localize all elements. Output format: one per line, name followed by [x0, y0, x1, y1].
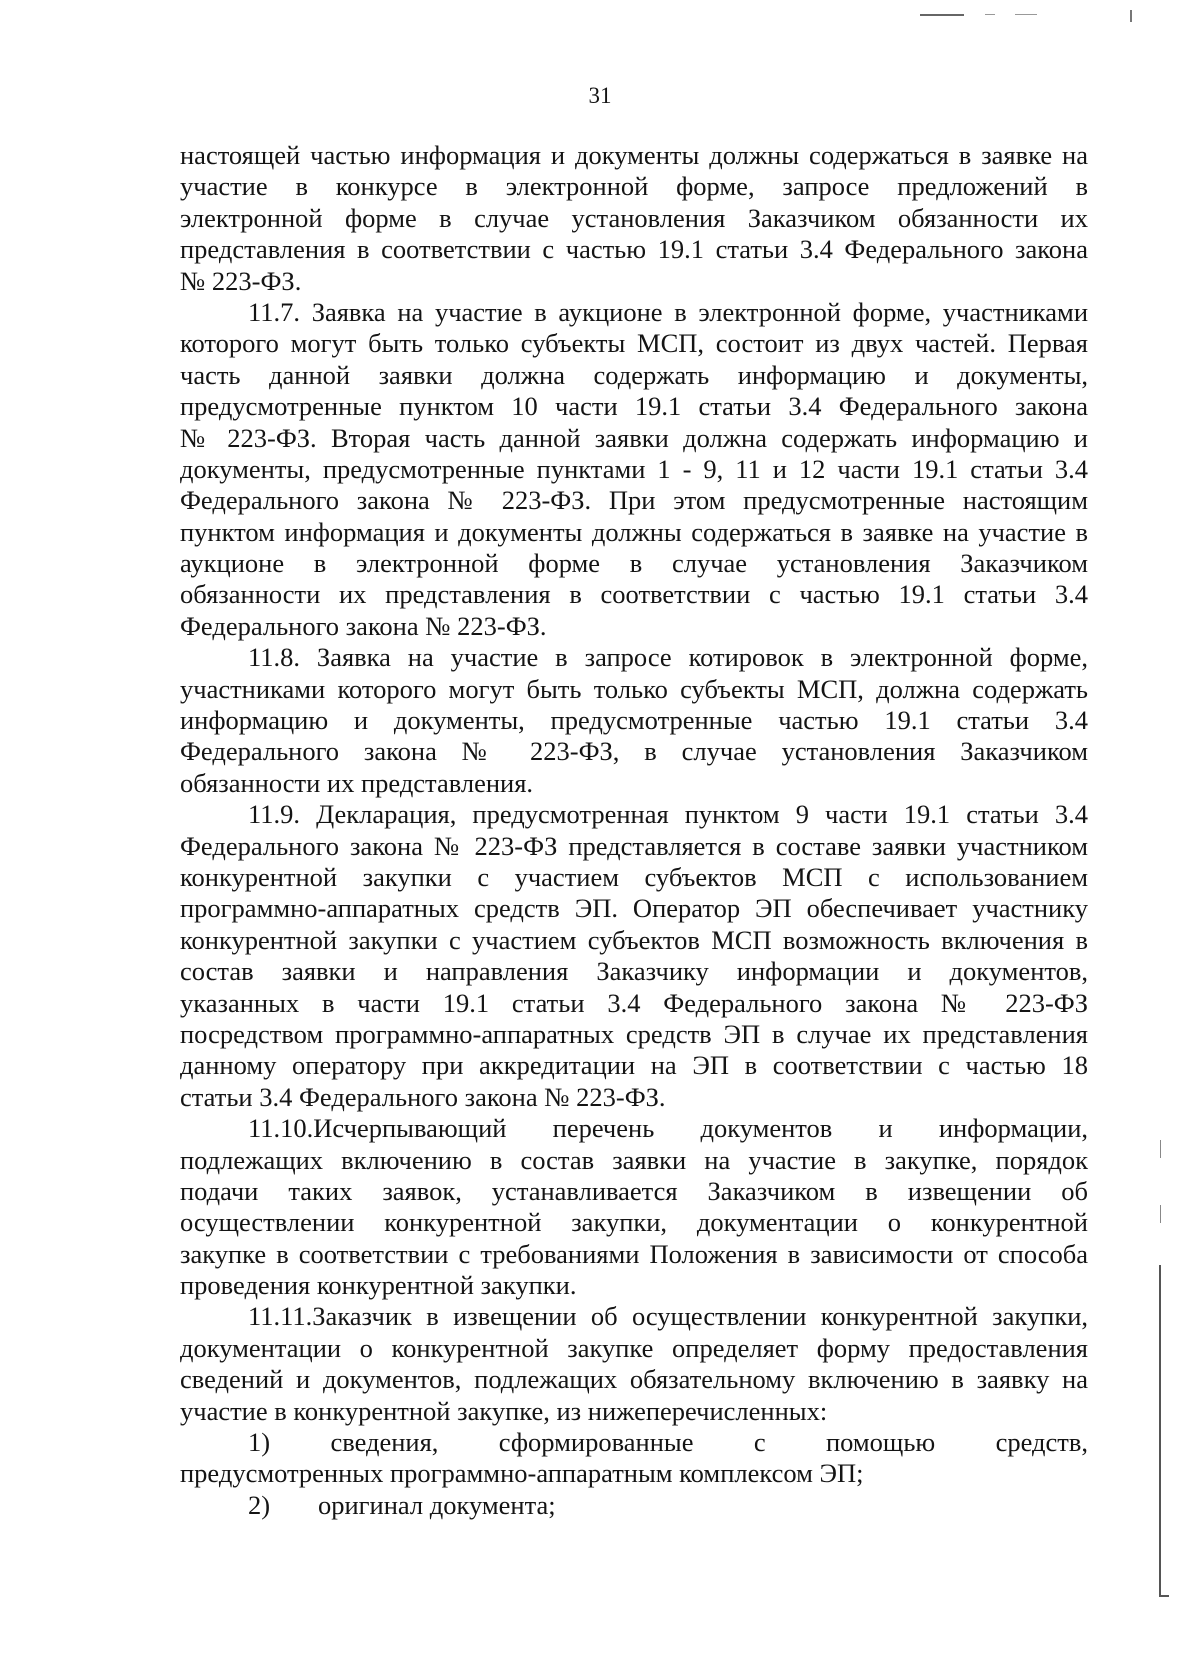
text-line: 1) сведения, сформированные с помощью средств,: [248, 1427, 1088, 1458]
text-line: Федерального закона № 223-ФЗ. При этом предусмотренные настоящим: [180, 485, 1088, 516]
scan-mark: [1130, 10, 1132, 22]
text-line: конкурентной закупки с участием субъектов МСП возможность включения в: [180, 924, 1088, 955]
text-line: № 223-ФЗ. Вторая часть данной заявки должна содержать информацию и: [180, 422, 1088, 453]
scan-mark: [1015, 14, 1037, 15]
text-line: подачи таких заявок, устанавливается Заказчиком в извещении об: [180, 1175, 1088, 1206]
scan-border-line: [1159, 1595, 1169, 1597]
page-number: 31: [588, 83, 612, 108]
text-line: обязанности их представления в соответствии с частью 19.1 статьи 3.4: [180, 579, 1088, 610]
paragraph-11-7: [180, 297, 1088, 642]
text-line: осуществлении конкурентной закупки, документации о конкурентной: [180, 1207, 1088, 1238]
text-line: которого могут быть только субъекты МСП, состоит из двух частей. Первая: [180, 328, 1088, 359]
text-line: Федерального закона № 223-ФЗ представляется в составе заявки участником: [180, 830, 1088, 861]
paragraph-11-11: [180, 1301, 1088, 1427]
text-line: проведения конкурентной закупки.: [180, 1270, 577, 1301]
text-line: закупке в соответствии с требованиями Положения в зависимости от способа: [180, 1238, 1088, 1269]
text-line: 11.10.Исчерпывающий перечень документов и информации,: [248, 1113, 1088, 1144]
scan-mark: [1160, 1140, 1161, 1158]
text-line: обязанности их представления.: [180, 767, 534, 798]
document-body: [180, 140, 1088, 1521]
paragraph-11-10: [180, 1113, 1088, 1301]
text-line: программно-аппаратных средств ЭП. Оператор ЭП обеспечивает участнику: [180, 893, 1088, 924]
text-line: участниками которого могут быть только субъекты МСП, должна содержать: [180, 673, 1088, 704]
paragraph-continuation: [180, 140, 1088, 297]
text-line: документации о конкурентной закупке определяет форму предоставления: [180, 1332, 1088, 1363]
text-line: подлежащих включению в состав заявки на участие в закупке, порядок: [180, 1144, 1088, 1175]
text-line: электронной форме в случае установления Заказчиком обязанности их: [180, 202, 1088, 233]
text-line: № 223-ФЗ.: [180, 265, 302, 296]
list-item: [180, 1490, 1088, 1521]
text-line: 11.9. Декларация, предусмотренная пунктом 9 части 19.1 статьи 3.4: [248, 799, 1088, 830]
text-line: документы, предусмотренные пунктами 1 - 9, 11 и 12 части 19.1 статьи 3.4: [180, 453, 1088, 484]
list-item: [180, 1427, 1088, 1490]
text-line: предусмотренных программно-аппаратным комплексом ЭП;: [180, 1458, 864, 1489]
scan-mark: [920, 14, 964, 16]
text-line: участие в конкурентной закупке, из нижеперечисленных:: [180, 1395, 828, 1426]
text-line: указанных в части 19.1 статьи 3.4 Федерального закона № 223-ФЗ: [180, 987, 1088, 1018]
text-line: Федерального закона № 223-ФЗ, в случае установления Заказчиком: [180, 736, 1088, 767]
paragraph-11-8: [180, 642, 1088, 799]
text-line: конкурентной закупки с участием субъектов МСП с использованием: [180, 861, 1088, 892]
text-line: 11.7. Заявка на участие в аукционе в электронной форме, участниками: [248, 296, 1088, 327]
text-line: часть данной заявки должна содержать информацию и документы,: [180, 359, 1088, 390]
text-line: пунктом информация и документы должны содержаться в заявке на участие в: [180, 516, 1088, 547]
text-line: состав заявки и направления Заказчику информации и документов,: [180, 956, 1088, 987]
scan-mark: [1160, 1205, 1161, 1223]
text-line: Федерального закона № 223-ФЗ.: [180, 610, 547, 641]
text-line: настоящей частью информация и документы должны содержаться в заявке на: [180, 140, 1088, 170]
text-line: статьи 3.4 Федерального закона № 223-ФЗ.: [180, 1081, 666, 1112]
text-line: [180, 1490, 1088, 1521]
paragraph-11-9: [180, 799, 1088, 1113]
list-item-number: 2): [248, 1489, 271, 1520]
text-line: сведений и документов, подлежащих обязательному включению в заявку на: [180, 1364, 1088, 1395]
text-line: 11.11.Заказчик в извещении об осуществлении конкурентной закупки,: [248, 1301, 1088, 1332]
text-line: предусмотренные пунктом 10 части 19.1 статьи 3.4 Федерального закона: [180, 391, 1088, 422]
text-line: 11.8. Заявка на участие в запросе котировок в электронной форме,: [248, 642, 1088, 673]
text-line: посредством программно-аппаратных средств ЭП в случае их представления: [180, 1018, 1088, 1049]
text-line: данному оператору при аккредитации на ЭП в соответствии с частью 18: [180, 1050, 1088, 1081]
text-line: представления в соответствии с частью 19.1 статьи 3.4 Федерального закона: [180, 234, 1088, 265]
scan-border-line: [1159, 1265, 1161, 1595]
text-line: участие в конкурсе в электронной форме, запросе предложений в: [180, 171, 1088, 202]
text-line: аукционе в электронной форме в случае установления Заказчиком: [180, 548, 1088, 579]
text-line: информацию и документы, предусмотренные частью 19.1 статьи 3.4: [180, 705, 1088, 736]
list-item-text: оригинал документа;: [318, 1489, 556, 1520]
scan-mark: [985, 14, 995, 15]
